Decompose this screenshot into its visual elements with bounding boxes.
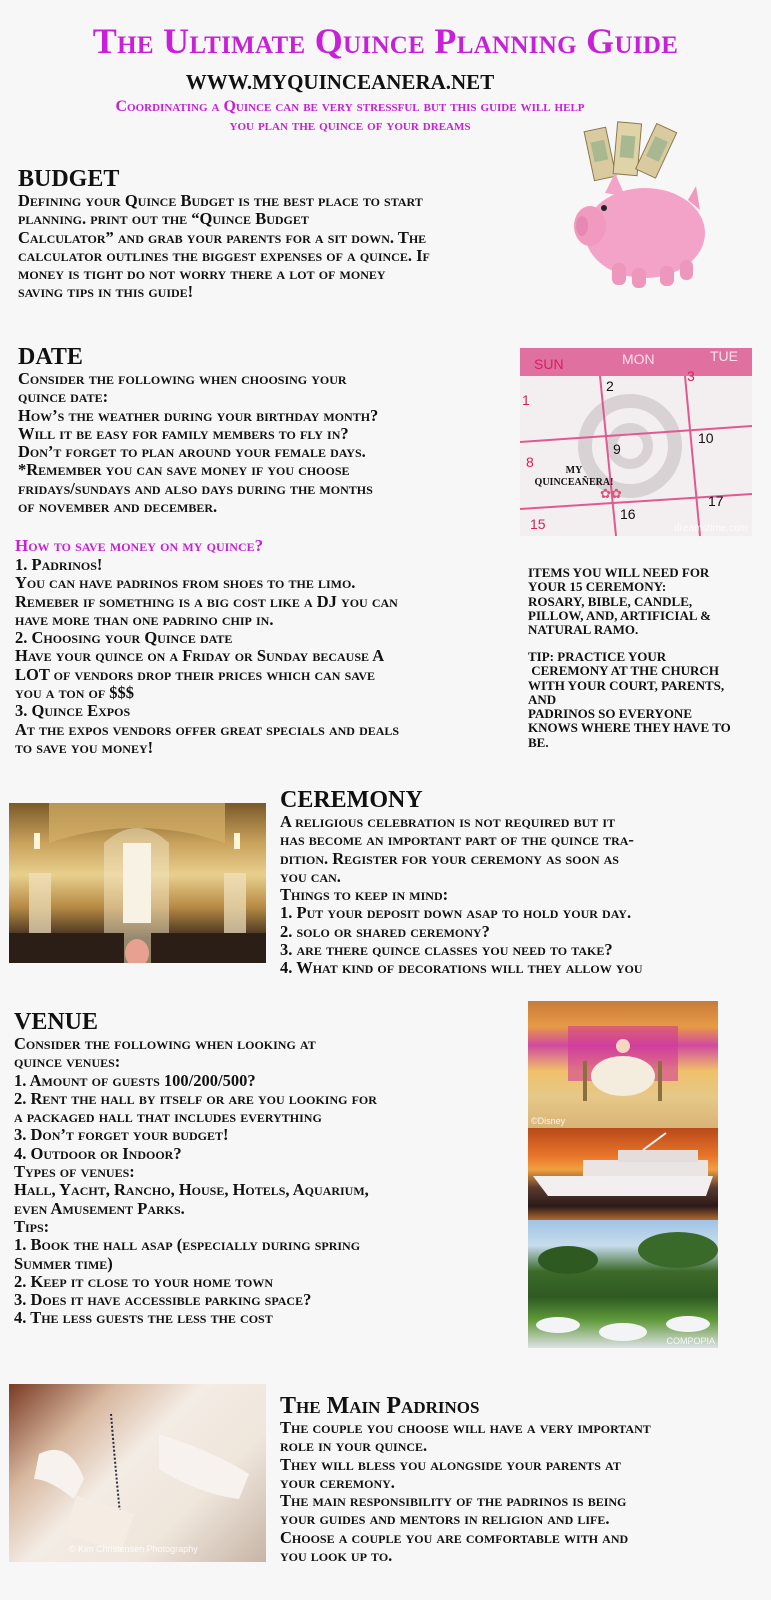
calendar-date: 10: [698, 430, 714, 446]
calendar-grid-icon: [520, 376, 752, 536]
date-section: [18, 344, 378, 516]
ceremony-line: A religious celebration is not required but it: [280, 812, 616, 831]
venue-section: [14, 1009, 377, 1328]
padrinos-line: Choose a couple you are comfortable with and: [280, 1527, 629, 1547]
date-line: *Remember you can save money if you choose: [18, 460, 350, 480]
save-money-line: you a ton of $$$: [15, 683, 135, 703]
calendar-day-sun: SUN: [534, 356, 564, 372]
venue-line: 3. Don’t forget your budget!: [14, 1125, 229, 1145]
ceremony-line: Things to keep in mind:: [280, 885, 449, 905]
save-money-line: have more than one padrino chip in.: [15, 609, 274, 629]
tip-line: PADRINOS SO EVERYONE: [528, 706, 692, 722]
calendar-date: 8: [526, 454, 534, 470]
yacht-image: [528, 1128, 718, 1220]
save-money-line: Remeber if something is a big cost like a DJ you can: [15, 591, 398, 611]
website-url[interactable]: WWW.MYQUINCEANERA.NET: [185, 70, 495, 94]
budget-line: Calculator” and grab your parents for a sit down. The: [18, 227, 427, 247]
church-interior-icon: [9, 803, 266, 963]
calendar-date: 3: [687, 368, 695, 384]
venue-line: Tips:: [14, 1216, 50, 1236]
calendar-note-line: QUINCEAÑERA!: [534, 477, 614, 488]
ceremony-tip-note: [528, 650, 731, 750]
date-line: Will it be easy for family members to fly in?: [18, 423, 349, 443]
save-money-body: [15, 556, 399, 757]
venue-line: quince venues:: [14, 1052, 121, 1072]
budget-heading: BUDGET: [18, 166, 120, 192]
save-money-line: 1. Padrinos!: [15, 555, 103, 574]
venue-line: 2. Keep it close to your home town: [14, 1271, 274, 1291]
save-money-line: Have your quince on a Friday or Sunday because A: [15, 646, 385, 666]
page-title: The Ultimate Quince Planning Guide: [92, 21, 679, 61]
flower-icon: ✿✿: [600, 486, 622, 501]
venue-heading: VENUE: [14, 1009, 99, 1035]
budget-line: money is tight do not worry there a lot of money: [18, 264, 386, 284]
padrinos-line: role in your quince.: [280, 1436, 428, 1456]
date-line: Don’t forget to plan around your female days.: [18, 442, 366, 462]
venue-garden-caption: COMPOPIA: [666, 1336, 715, 1346]
ceremony-line: 1. Put your deposit down asap to hold your day.: [280, 903, 632, 923]
banquet-hall-image: [528, 1001, 718, 1128]
venue-hall-caption: ©Disney: [531, 1116, 566, 1126]
tip-line: AND: [528, 691, 557, 707]
budget-section: [18, 166, 430, 302]
calendar-day-mon: MON: [622, 351, 655, 367]
items-line: YOUR 15 CEREMONY:: [528, 579, 667, 595]
padrinos-line: your guides and mentors in religion and life.: [280, 1509, 610, 1529]
ceremony-section: [280, 787, 643, 978]
venue-line: Types of venues:: [14, 1162, 135, 1182]
save-money-line: 2. Choosing your Quince date: [15, 628, 233, 648]
photo-credit: © Kim Christensen Photography: [69, 1544, 198, 1554]
save-money-line: At the expos vendors offer great specials and deals: [15, 719, 400, 739]
calendar-date: 15: [530, 516, 546, 532]
venue-line: 4. Outdoor or Indoor?: [14, 1143, 182, 1163]
padrinos-body: [280, 1419, 651, 1565]
save-money-line: to save you money!: [15, 737, 154, 757]
venue-line: 1. Amount of guests 100/200/500?: [14, 1070, 256, 1090]
date-heading: DATE: [18, 344, 83, 370]
padrinos-heading: The Main Padrinos: [280, 1393, 480, 1419]
calendar-date: 2: [606, 378, 614, 394]
padrinos-section: [280, 1393, 651, 1565]
piggy-bank-icon: [560, 118, 710, 293]
ceremony-heading: CEREMONY: [280, 787, 423, 813]
calendar-image: [520, 348, 752, 536]
padrinos-line: The couple you choose will have a very important: [280, 1418, 651, 1437]
tip-line: CEREMONY AT THE CHURCH: [528, 663, 719, 679]
save-money-line: You can have padrinos from shoes to the limo.: [15, 573, 356, 593]
calendar-note-line: MY: [565, 465, 583, 476]
church-ceremony-image: [9, 803, 266, 963]
ceremony-line: 3. are there quince classes you need to take?: [280, 940, 613, 960]
rosary-gloves-icon: [9, 1384, 266, 1562]
date-line: Consider the following when choosing your: [18, 369, 347, 388]
save-money-heading: How to save money on my quince?: [15, 536, 264, 555]
tagline-line: Coordinating a Quince can be very stressful but this guide will help: [115, 98, 585, 115]
venue-line: 3. Does it have accessible parking space?: [14, 1290, 312, 1310]
calendar-date: 17: [708, 493, 724, 509]
date-line: How’s the weather during your birthday month?: [18, 405, 379, 425]
venue-line: Hall, Yacht, Rancho, House, Hotels, Aquarium,: [14, 1180, 369, 1200]
calendar-date: 1: [522, 392, 530, 408]
calendar-day-tue: TUE: [710, 348, 738, 364]
padrinos-line: you look up to.: [280, 1546, 393, 1566]
tip-line: BE.: [528, 734, 549, 750]
date-line: fridays/sundays and also days during the months: [18, 478, 373, 498]
items-line: ROSARY, BIBLE, CANDLE,: [528, 593, 693, 609]
ceremony-body: [280, 813, 643, 978]
budget-line: saving tips in this guide!: [18, 282, 194, 302]
venue-line: a packaged hall that includes everything: [14, 1107, 322, 1127]
ceremony-line: 4. What kind of decorations will they allow you: [280, 958, 643, 978]
items-line: ITEMS YOU WILL NEED FOR: [528, 565, 710, 580]
ceremony-line: 2. solo or shared ceremony?: [280, 921, 490, 941]
venue-line: Consider the following when looking at: [14, 1034, 316, 1053]
budget-line: Defining your Quince Budget is the best place to start: [18, 191, 423, 210]
venue-line: 4. The less guests the less the cost: [14, 1308, 273, 1328]
save-money-section: [15, 536, 399, 757]
date-line: of november and december.: [18, 497, 218, 517]
budget-line: planning. print out the “Quince Budget: [18, 209, 309, 229]
items-line: NATURAL RAMO.: [528, 622, 639, 638]
piggy-bank-image: [560, 118, 710, 293]
ceremony-items-note: [528, 566, 711, 637]
save-money-line: 3. Quince Expos: [15, 701, 131, 721]
yacht-icon: [528, 1128, 718, 1220]
venue-line: 2. Rent the hall by itself or are you looking for: [14, 1088, 377, 1108]
ceremony-line: dition. Register for your ceremony as soon as: [280, 848, 619, 868]
budget-body: [18, 192, 430, 302]
venue-line: Summer time): [14, 1253, 113, 1273]
padrinos-line: The main responsibility of the padrinos is being: [280, 1491, 627, 1511]
ceremony-line: you can.: [280, 866, 341, 886]
calendar-watermark: dreamstime.com: [674, 523, 748, 534]
padrinos-line: your ceremony.: [280, 1472, 395, 1492]
venue-line: 1. Book the hall asap (especially during spring: [14, 1235, 361, 1255]
ceremony-line: has become an important part of the quince tra-: [280, 830, 634, 850]
calendar-date: 9: [613, 441, 621, 457]
calendar-date: 16: [620, 506, 636, 522]
padrinos-line: They will bless you alongside your parents at: [280, 1454, 621, 1474]
garden-reception-icon: [528, 1220, 718, 1348]
tagline-line: you plan the quince of your dreams: [229, 117, 471, 134]
venue-body: [14, 1035, 377, 1328]
banquet-hall-icon: [528, 1001, 718, 1128]
tip-line: KNOWS WHERE THEY HAVE TO: [528, 720, 731, 736]
date-line: quince date:: [18, 387, 109, 407]
items-line: PILLOW, AND, ARTIFICIAL &: [528, 607, 711, 623]
venue-line: even Amusement Parks.: [14, 1198, 185, 1218]
date-body: [18, 370, 378, 516]
tip-line: TIP: PRACTICE YOUR: [528, 649, 667, 664]
padrinos-image: [9, 1384, 266, 1562]
tip-line: WITH YOUR COURT, PARENTS,: [528, 677, 725, 693]
save-money-line: LOT of vendors drop their prices which can save: [15, 664, 376, 684]
garden-venue-image: [528, 1220, 718, 1348]
budget-line: calculator outlines the biggest expenses of a quince. If: [18, 245, 430, 265]
